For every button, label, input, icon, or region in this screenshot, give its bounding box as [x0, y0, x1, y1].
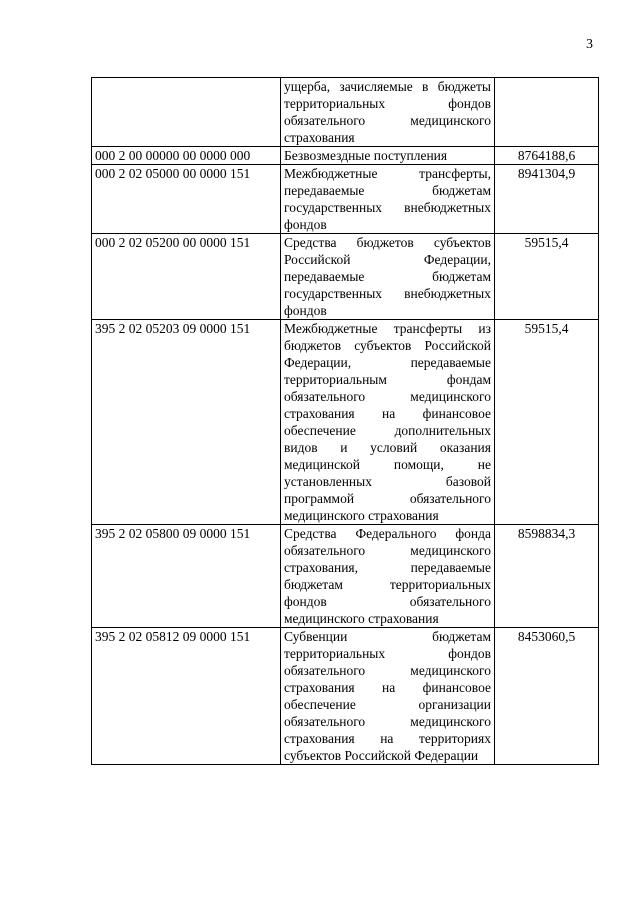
budget-code-cell: 395 2 02 05203 09 0000 151	[92, 320, 281, 525]
table-row	[92, 320, 599, 525]
budget-code-cell: 000 2 00 00000 00 0000 000	[92, 147, 281, 165]
revenue-name-cell: Межбюджетные трансферты из бюджетов субъектов Российской Федерации, передаваемые территориальным фондам обязательного медицинского страхования на финансовое обеспечение дополнительных видов и условий оказания медицинской помощи, не установленных базовой программой обязательного медицинского страхования	[281, 320, 495, 525]
budget-code-cell	[92, 78, 281, 147]
table-row	[92, 628, 599, 765]
page-number: 3	[586, 37, 593, 52]
amount-cell: 8941304,9	[495, 165, 599, 234]
budget-code-cell: 395 2 02 05812 09 0000 151	[92, 628, 281, 765]
revenue-name-cell: Средства Федерального фонда обязательного медицинского страхования, передаваемые бюджетам территориальных фондов обязательного медицинского страхования	[281, 525, 495, 628]
amount-cell: 8453060,5	[495, 628, 599, 765]
table-row	[92, 165, 599, 234]
budget-code-cell: 000 2 02 05200 00 0000 151	[92, 234, 281, 320]
table-row	[92, 525, 599, 628]
revenue-name-cell: Безвозмездные поступления	[281, 147, 495, 165]
revenue-name-cell: Средства бюджетов субъектов Российской Федерации, передаваемые бюджетам государственных внебюджетных фондов	[281, 234, 495, 320]
budget-code-cell: 395 2 02 05800 09 0000 151	[92, 525, 281, 628]
revenue-name-cell: Субвенции бюджетам территориальных фондов обязательного медицинского страхования на финансовое обеспечение организации обязательного медицинского страхования на территориях субъектов Российской Федерации	[281, 628, 495, 765]
budget-code-cell: 000 2 02 05000 00 0000 151	[92, 165, 281, 234]
table-row	[92, 78, 599, 147]
amount-cell: 8598834,3	[495, 525, 599, 628]
amount-cell: 59515,4	[495, 320, 599, 525]
amount-cell: 8764188,6	[495, 147, 599, 165]
revenue-name-cell: Межбюджетные трансферты, передаваемые бюджетам государственных внебюджетных фондов	[281, 165, 495, 234]
amount-cell	[495, 78, 599, 147]
amount-cell: 59515,4	[495, 234, 599, 320]
table-row	[92, 147, 599, 165]
budget-revenue-table	[91, 77, 599, 765]
revenue-name-cell: ущерба, зачисляемые в бюджеты территориальных фондов обязательного медицинского страхования	[281, 78, 495, 147]
table-row	[92, 234, 599, 320]
